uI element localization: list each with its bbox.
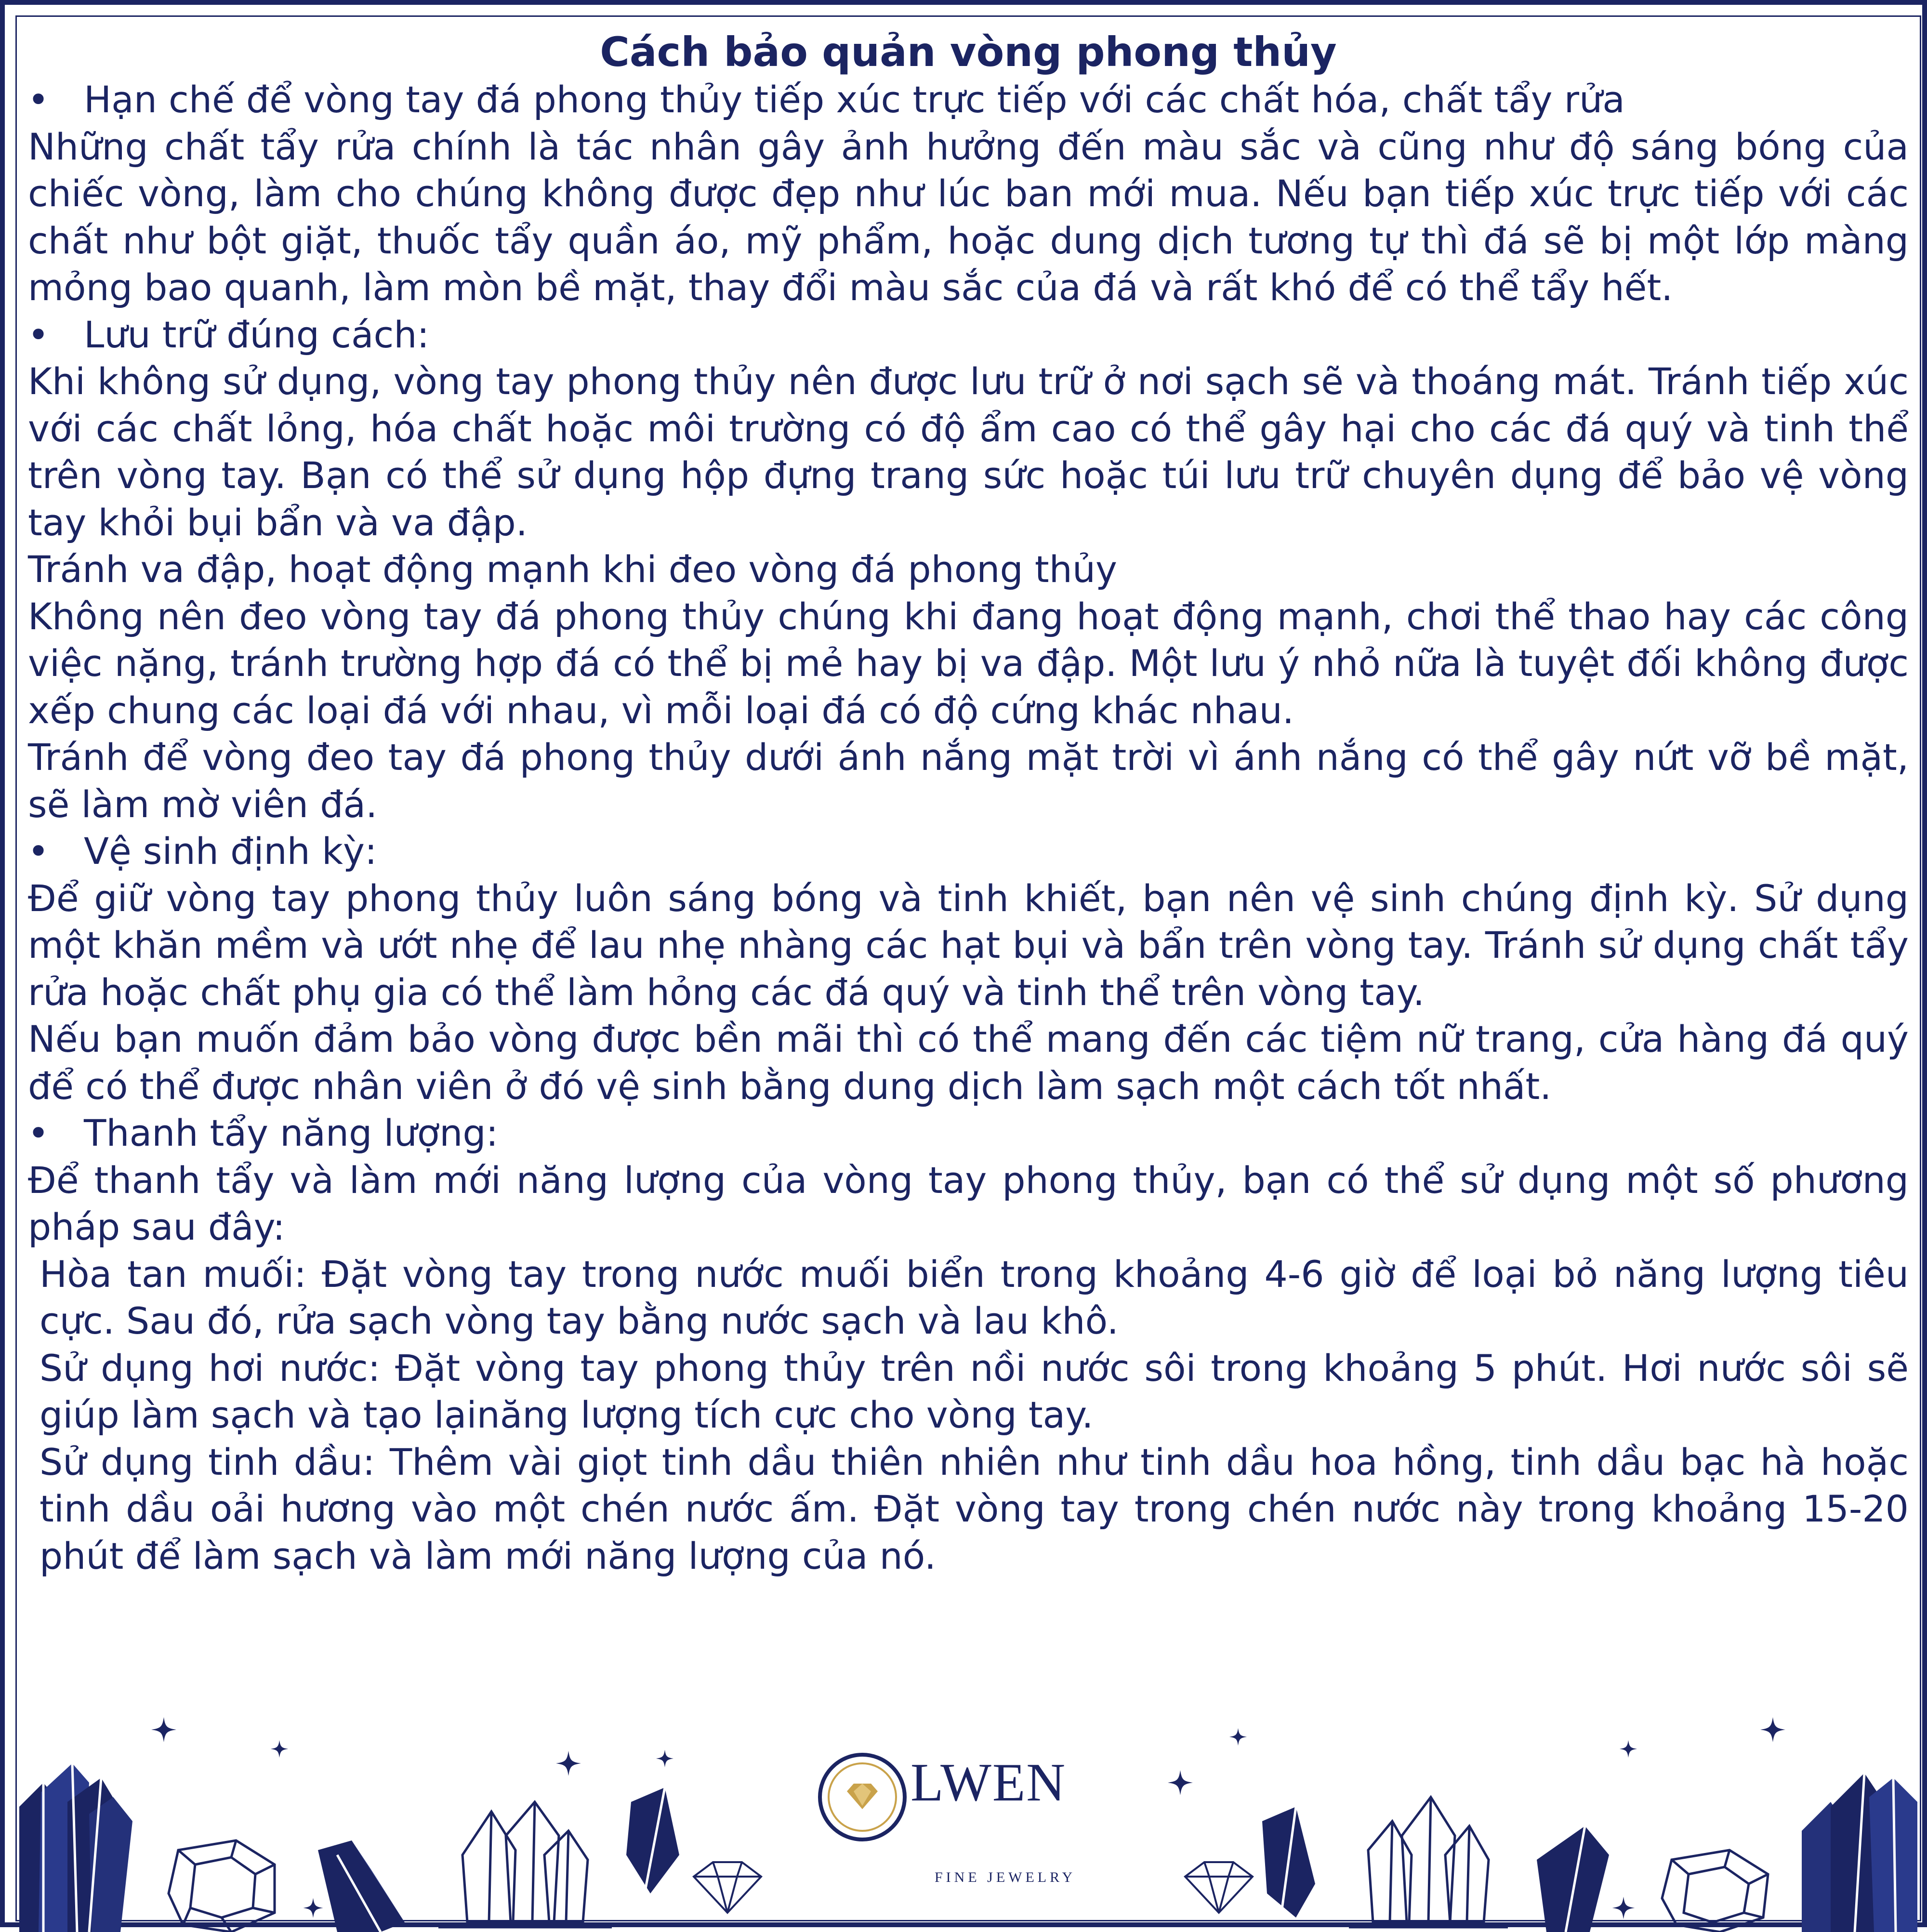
section-1-paragraph: Những chất tẩy rửa chính là tác nhân gây ảnh hưởng đến màu sắc và cũng như độ sáng bóng của chiếc vòng, làm cho chúng không được đẹp như lúc ban mới mua. Nếu bạn tiếp xúc trực tiếp với các chất như bột giặt, thuốc tẩy quần áo, mỹ phẩm, hoặc dung dịch tương tự thì đá sẽ bị một lớp màng mỏng bao quanh, làm mòn bề mặt, thay đổi màu sắc của đá và rất khó để có thể tẩy hết. xyxy=(28,125,1921,309)
diamond-outline-icon xyxy=(694,1862,761,1913)
crystal-shard-icon xyxy=(626,1787,679,1893)
method-steam: Sử dụng hơi nước: Đặt vòng tay phong thủy trên nồi nước sôi trong khoảng 5 phút. Hơi nước sôi sẽ giúp làm sạch và tạo lạinăng lượng tích cực cho vòng tay. xyxy=(40,1346,1921,1436)
section-2-paragraph-4: Tránh để vòng đeo tay đá phong thủy dưới ánh nắng mặt trời vì ánh nắng có thể gây nứt vỡ bề mặt, sẽ làm mờ viên đá. xyxy=(28,736,1921,826)
section-4-heading: • Thanh tẩy năng lượng: xyxy=(28,1110,1909,1157)
section-3-paragraph-2: Nếu bạn muốn đảm bảo vòng được bền mãi thì có thể mang đến các tiệm nữ trang, cửa hàng đá quý để có thể được nhân viên ở đó vệ sinh bằng dung dịch làm sạch một cách tốt nhất. xyxy=(28,1018,1921,1108)
method-essential-oil: Sử dụng tinh dầu: Thêm vài giọt tinh dầu thiên nhiên như tinh dầu hoa hồng, tinh dầu bạc hà hoặc tinh dầu oải hương vào một chén nước ấm. Đặt vòng tay trong chén nước này trong khoảng 15-20 phút để làm sạch và làm mới năng lượng của nó. xyxy=(40,1440,1921,1577)
diamond-emblem-icon xyxy=(847,1784,878,1809)
crystal-shard-icon xyxy=(1537,1826,1609,1932)
decorative-footer xyxy=(5,1710,1927,1932)
diamond-outline-icon xyxy=(1185,1862,1253,1913)
crystal-cluster-icon xyxy=(19,1763,132,1932)
section-2-paragraph-1: Khi không sử dụng, vòng tay phong thủy nên được lưu trữ ở nơi sạch sẽ và thoáng mát. Tránh tiếp xúc với các chất lỏng, hóa chất hoặc môi trường có độ ẩm cao có thể gây hại cho các đá quý và tinh thể trên vòng tay. Bạn có thể sử dụng hộp đựng trang sức hoặc túi lưu trữ chuyên dụng để bảo vệ vòng tay khỏi bụi bẩn và va đập. xyxy=(28,360,1921,544)
brand-tagline: FINE JEWELRY xyxy=(935,1869,1076,1885)
method-salt: Hòa tan muối: Đặt vòng tay trong nước muối biển trong khoảng 4-6 giờ để loại bỏ năng lượng tiêu cực. Sau đó, rửa sạch vòng tay bằng nước sạch và lau khô. xyxy=(40,1252,1921,1342)
gem-outline-icon xyxy=(1662,1850,1768,1932)
section-1-heading: • Hạn chế để vòng tay đá phong thủy tiếp xúc trực tiếp với các chất hóa, chất tẩy rửa xyxy=(28,76,1909,123)
brand-logo xyxy=(820,1755,905,1839)
crystal-outline-cluster-icon xyxy=(438,1802,612,1927)
brand-name: LWEN xyxy=(911,1753,1067,1813)
section-3-heading: • Vệ sinh định kỳ: xyxy=(28,828,1909,875)
section-4-paragraph: Để thanh tẩy và làm mới năng lượng của vòng tay phong thủy, bạn có thể sử dụng một số phương pháp sau đây: xyxy=(28,1158,1921,1248)
crystal-outline-cluster-icon xyxy=(1349,1797,1508,1927)
crystal-cluster-icon xyxy=(1802,1773,1917,1932)
article-body xyxy=(28,28,1921,1579)
brand-wordmark xyxy=(911,1754,1066,1812)
crystal-shard-icon xyxy=(1262,1807,1315,1918)
crystal-shard-icon xyxy=(318,1840,405,1932)
footer-illustration xyxy=(5,1710,1927,1932)
section-2-paragraph-3: Không nên đeo vòng tay đá phong thủy chúng khi đang hoạt động mạnh, chơi thể thao hay các công việc nặng, tránh trường hợp đá có thể bị mẻ hay bị va đập. Một lưu ý nhỏ nữa là tuyệt đối không được xếp chung các loại đá với nhau, vì mỗi loại đá có độ cứng khác nhau. xyxy=(28,595,1921,732)
section-3-paragraph-1: Để giữ vòng tay phong thủy luôn sáng bóng và tinh khiết, bạn nên vệ sinh chúng định kỳ. Sử dụng một khăn mềm và ướt nhẹ để lau nhẹ nhàng các hạt bụi và bẩn trên vòng tay. Tránh sử dụng chất tẩy rửa hoặc chất phụ gia có thể làm hỏng các đá quý và tinh thể trên vòng tay. xyxy=(28,876,1921,1014)
section-2-heading: • Lưu trữ đúng cách: xyxy=(28,311,1909,358)
sparkle-star-icon xyxy=(151,1717,1785,1919)
section-2-paragraph-2: Tránh va đập, hoạt động mạnh khi đeo vòng đá phong thủy xyxy=(28,548,1117,591)
page-title: Cách bảo quản vòng phong thủy xyxy=(600,28,1337,76)
gem-outline-icon xyxy=(169,1840,275,1932)
